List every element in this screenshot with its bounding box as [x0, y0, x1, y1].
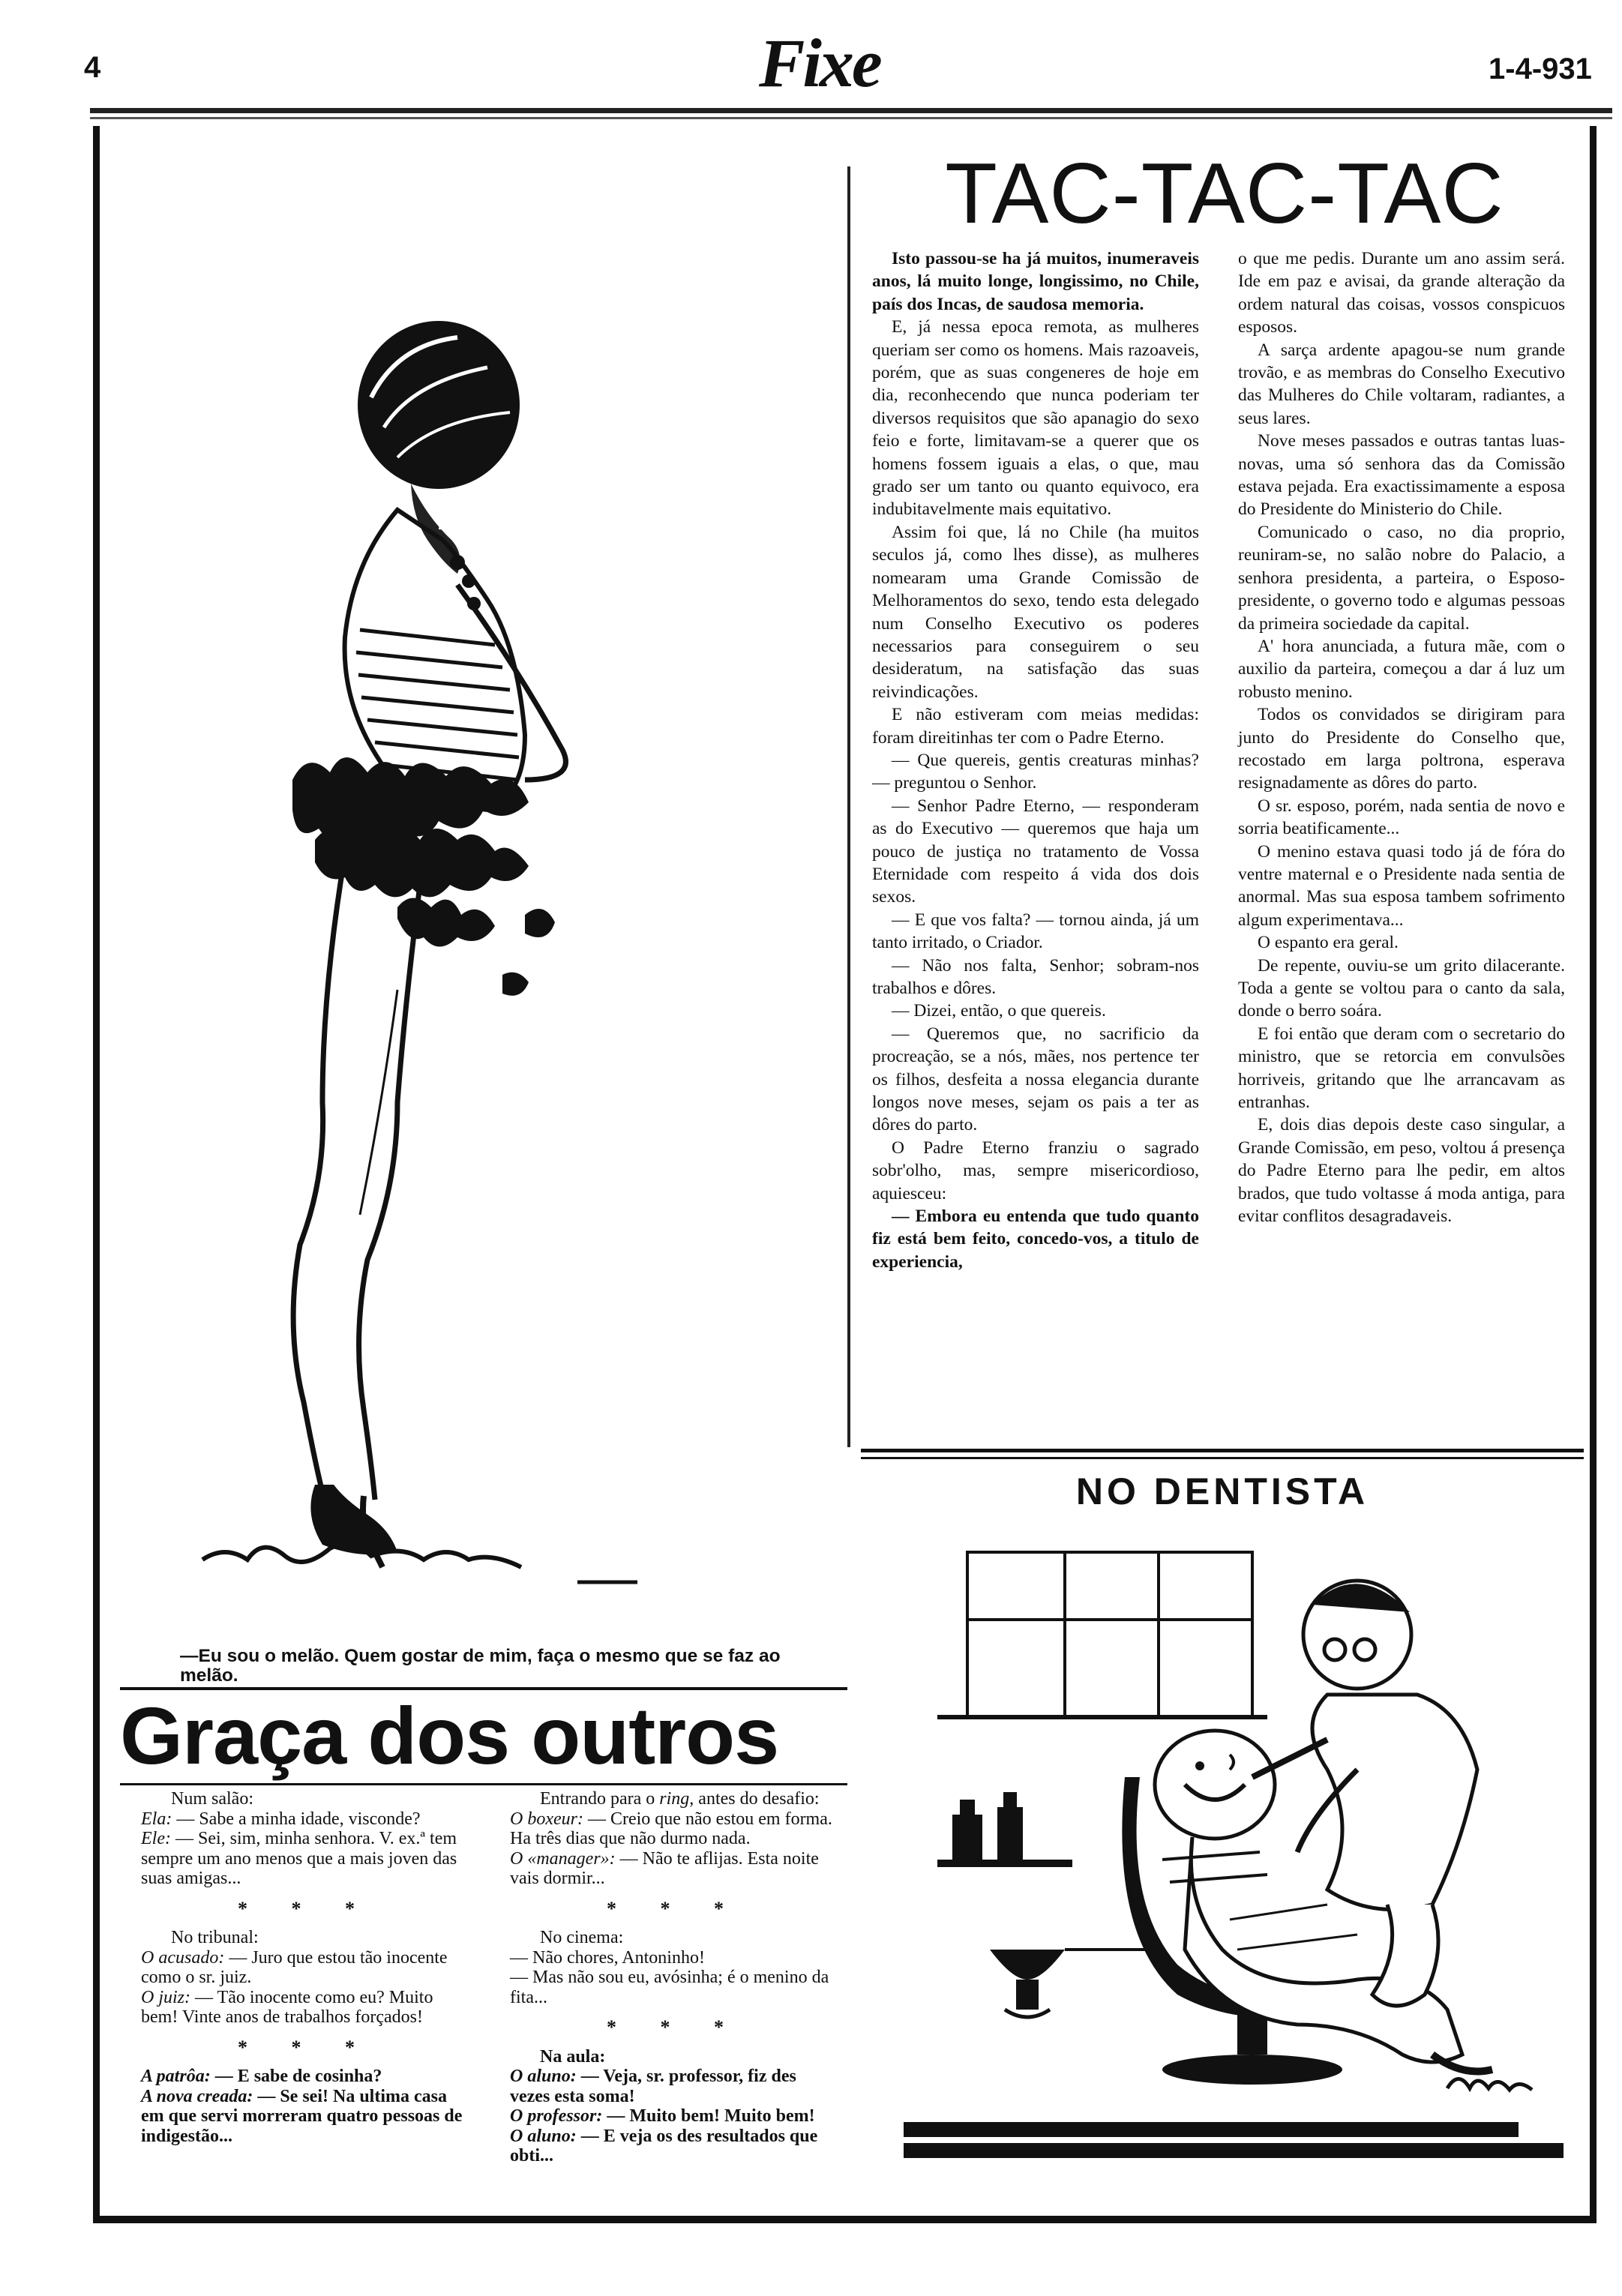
illegible-caption-line: [904, 2143, 1564, 2158]
tac-paragraph: A' hora anunciada, a futura mãe, com o auxilio da parteira, começou a dar á luz um robusto menino.: [1238, 636, 1565, 702]
joke-line: [141, 1948, 471, 1988]
joke-line: [141, 1988, 471, 2028]
tac-paragraph: E não estiveram com meias medidas: foram direitinhas ter com o Padre Eterno.: [872, 705, 1199, 748]
joke-separator: * * *: [238, 2036, 374, 2058]
header-rule: [90, 108, 1612, 113]
joke-separator: * * *: [238, 1897, 374, 1920]
masthead: [750, 27, 967, 102]
tac-paragraph: E, dois dias depois deste caso singular, a Grande Comissão, em peso, voltou á presença do Padre Eterno para lhe pedir, em altos brados, que tudo voltasse á moda antiga, para evitar conflitos desagradaveis.: [1238, 1115, 1565, 1227]
tac-paragraph: Isto passou-se ha já muitos, inumeraveis anos, lá muito longe, longissimo, no Chile, país dos Incas, de saudosa memoria.: [872, 249, 1199, 314]
page-frame-right: [1590, 126, 1597, 2218]
joke-speaker: A patrôa:: [141, 2067, 211, 2086]
joke-text: — Sei, sim, minha senhora. V. ex.ª tem sempre um ano menos que a mais joven das suas amigas...: [141, 1829, 457, 1888]
melon-lady-caption: —Eu sou o melão. Quem gostar de mim, faça o mesmo que se faz ao melão.: [180, 1646, 781, 1686]
tac-paragraph: De repente, ouviu-se um grito dilacerante. Toda a gente se voltou para o canto da sala, donde o berro soára.: [1238, 955, 1565, 1021]
graca-title: Graça dos outros: [120, 1690, 779, 1781]
tac-paragraph: — E que vos falta? — tornou ainda, já um tanto irritado, o Criador.: [872, 910, 1199, 953]
graca-column-1: [141, 1789, 471, 2146]
joke-intro-text: , antes do desafio:: [689, 1789, 820, 1809]
tac-paragraph: — Queremos que, no sacrificio da procreação, se a nós, mães, nos pertence ter os filhos, desfeita a nossa elegancia durante longos nove meses, sejam os pais a ter as dôres do parto.: [872, 1024, 1199, 1135]
tac-paragraph: O Padre Eterno franziu o sagrado sobr'olho, mas, sempre misericordioso, aquiesceu:: [872, 1138, 1199, 1203]
dentista-title: NO DENTISTA: [1075, 1470, 1369, 1512]
tac-paragraph: A sarça ardente apagou-se num grande trovão, e as membras do Conselho Executivo das Mulheres do Chile voltaram, radiantes, a seus lares.: [1238, 340, 1565, 428]
joke-line: [510, 1809, 840, 1849]
joke-text: — Creio que não estou em forma. Ha três dias que não durmo nada.: [510, 1809, 832, 1848]
tac-paragraph: — Senhor Padre Eterno, — responderam as do Executivo — queremos que haja um pouco de justiça no tratamento de Vossa Eternidade com respeito á vida dos dois sexos.: [872, 796, 1199, 907]
tac-article-column-1: [872, 247, 1199, 1273]
joke-text: — Veja, sr. professor, fiz des vezes esta soma!: [510, 2067, 796, 2106]
joke-line: [141, 2087, 471, 2147]
joke-speaker: O «manager»:: [510, 1848, 616, 1869]
tac-paragraph: O sr. esposo, porém, nada sentia de novo e sorria beatificamente...: [1238, 796, 1565, 839]
column-divider: [847, 166, 850, 1447]
joke-intro: No tribunal:: [171, 1928, 259, 1947]
joke-speaker: O aluno:: [510, 2126, 577, 2146]
joke-line: [141, 1829, 471, 1889]
tac-paragraph: Nove meses passados e outras tantas luas-novas, uma só senhora das da Comissão estava pejada. Era exactissimamente a esposa do Presidente do Ministerio do Chile.: [1238, 431, 1565, 520]
joke-line: — Mas não sou eu, avósinha; é o menino da fita...: [510, 1968, 829, 2007]
joke-separator: * * *: [607, 2016, 743, 2038]
joke-speaker: O aluno:: [510, 2067, 577, 2086]
joke-speaker: O professor:: [510, 2106, 603, 2126]
tac-paragraph: O menino estava quasi todo já de fóra do ventre maternal e o Presidente nada sentia de anormal. Mas sua esposa tambem sofrimento algum experimentava...: [1238, 841, 1565, 930]
joke-speaker: O acusado:: [141, 1947, 225, 1968]
joke-text: — E veja os des resultados que obti...: [510, 2126, 818, 2166]
tac-paragraph: — Que quereis, gentis creaturas minhas? — preguntou o Senhor.: [872, 750, 1199, 793]
joke-text: — Não te aflijas. Esta noite vais dormir...: [510, 1848, 819, 1888]
joke-text: — Muito bem! Muito bem!: [602, 2106, 815, 2126]
tac-paragraph: Comunicado o caso, no dia proprio, reuniram-se, no salão nobre do Palacio, a senhora presidenta, a parteira, o Esposo-presidente, o governo todo e algumas pessoas da primeira sociedade da capital.: [1238, 522, 1565, 634]
graca-column-2: [510, 1789, 840, 2166]
joke-speaker: O juiz:: [141, 1987, 190, 2007]
tac-article-column-2: [1238, 247, 1565, 1227]
tac-paragraph: Todos os convidados se dirigiram para junto do Presidente do Conselho que, recostado em larga poltrona, esperava resignadamente as dôres do parto.: [1238, 705, 1565, 793]
tac-paragraph: o que me pedis. Durante um ano assim será. Ide em paz e avisai, da grande alteração da ordem natural das coisas, vossos conspicuos esposos.: [1238, 249, 1565, 337]
issue-date: 1-4-931: [1489, 52, 1592, 85]
tac-article-title: TAC-TAC-TAC: [945, 146, 1504, 241]
joke-intro-term: ring: [659, 1789, 690, 1809]
dentista-section-rule: [861, 1449, 1584, 1459]
page-frame-left: [93, 126, 100, 2218]
joke-line: [510, 2067, 840, 2106]
joke-line: [510, 2106, 840, 2127]
joke-speaker: Ele:: [141, 1829, 171, 1848]
dentista-caption-illegible: [904, 2122, 1564, 2164]
joke-text: — Juro que estou tão inocente como o sr. juiz.: [141, 1947, 448, 1987]
tac-paragraph: — Dizei, então, o que quereis.: [892, 1001, 1106, 1021]
joke-intro: Na aula:: [540, 2046, 606, 2067]
joke-separator: * * *: [607, 1897, 743, 1920]
joke-intro: [510, 1789, 840, 1809]
page-frame-bottom: [93, 2216, 1597, 2223]
joke-intro: No cinema:: [540, 1928, 624, 1947]
header-rule-thin: [90, 117, 1612, 119]
tac-paragraph: — Embora eu entenda que tudo quanto fiz está bem feito, concedo-vos, a titulo de experiencia,: [872, 1206, 1199, 1272]
tac-paragraph: — Não nos falta, Senhor; sobram-nos trabalhos e dôres.: [872, 955, 1199, 998]
joke-line: [510, 1849, 840, 1889]
page-number: 4: [84, 51, 101, 84]
tac-paragraph: Assim foi que, lá no Chile (ha muitos seculos já, como lhes disse), as mulheres nomearam uma Grande Comissão de Melhoramentos do sexo, tendo esta delegado num Conselho Executivo os poderes necessarios para conseguirem o seu desideratum, na satisfação das suas reivindicações.: [872, 522, 1199, 702]
joke-line: [141, 1809, 471, 1830]
graca-section-rule-bottom: [120, 1783, 847, 1785]
joke-speaker: A nova creada:: [141, 2086, 253, 2106]
tac-paragraph: O espanto era geral.: [1258, 933, 1399, 953]
joke-intro: Num salão:: [171, 1789, 253, 1809]
joke-text: — Tão inocente como eu? Muito bem! Vinte anos de trabalhos forçados!: [141, 1987, 433, 2027]
joke-text: — Sabe a minha idade, visconde?: [172, 1809, 421, 1829]
dentist-cartoon-illustration: [907, 1530, 1567, 2107]
joke-speaker: Ela:: [141, 1809, 172, 1829]
joke-text: — E sabe de cosinha?: [210, 2067, 382, 2086]
melon-lady-illustration: [172, 315, 712, 1597]
joke-text: — Se sei! Na ultima casa em que servi morreram quatro pessoas de indigestão...: [141, 2086, 463, 2146]
joke-intro-text: Entrando para o: [540, 1789, 660, 1809]
illegible-caption-line: [904, 2122, 1519, 2137]
joke-line: — Não chores, Antoninho!: [510, 1947, 705, 1968]
joke-line: [141, 2067, 471, 2087]
joke-speaker: O boxeur:: [510, 1809, 583, 1829]
tac-paragraph: E foi então que deram com o secretario do ministro, que se retorcia em convulsões horriveis, gritando que lhe arrancavam as entranhas.: [1238, 1024, 1565, 1113]
masthead-logo: Fixe: [759, 25, 880, 101]
joke-line: [510, 2127, 840, 2166]
tac-paragraph: E, já nessa epoca remota, as mulheres queriam ser como os homens. Mais razoaveis, porém, que as suas congeneres de hoje em dia, reconhecendo que nunca poderiam ter diversos requisitos que são apanagio do sexo feio e forte, limitavam-se a querer que os homens fossem iguais a elas, o que, mau grado ser um tanto ou quanto equivoco, era indubitavelmente mais equitativo.: [872, 317, 1199, 520]
